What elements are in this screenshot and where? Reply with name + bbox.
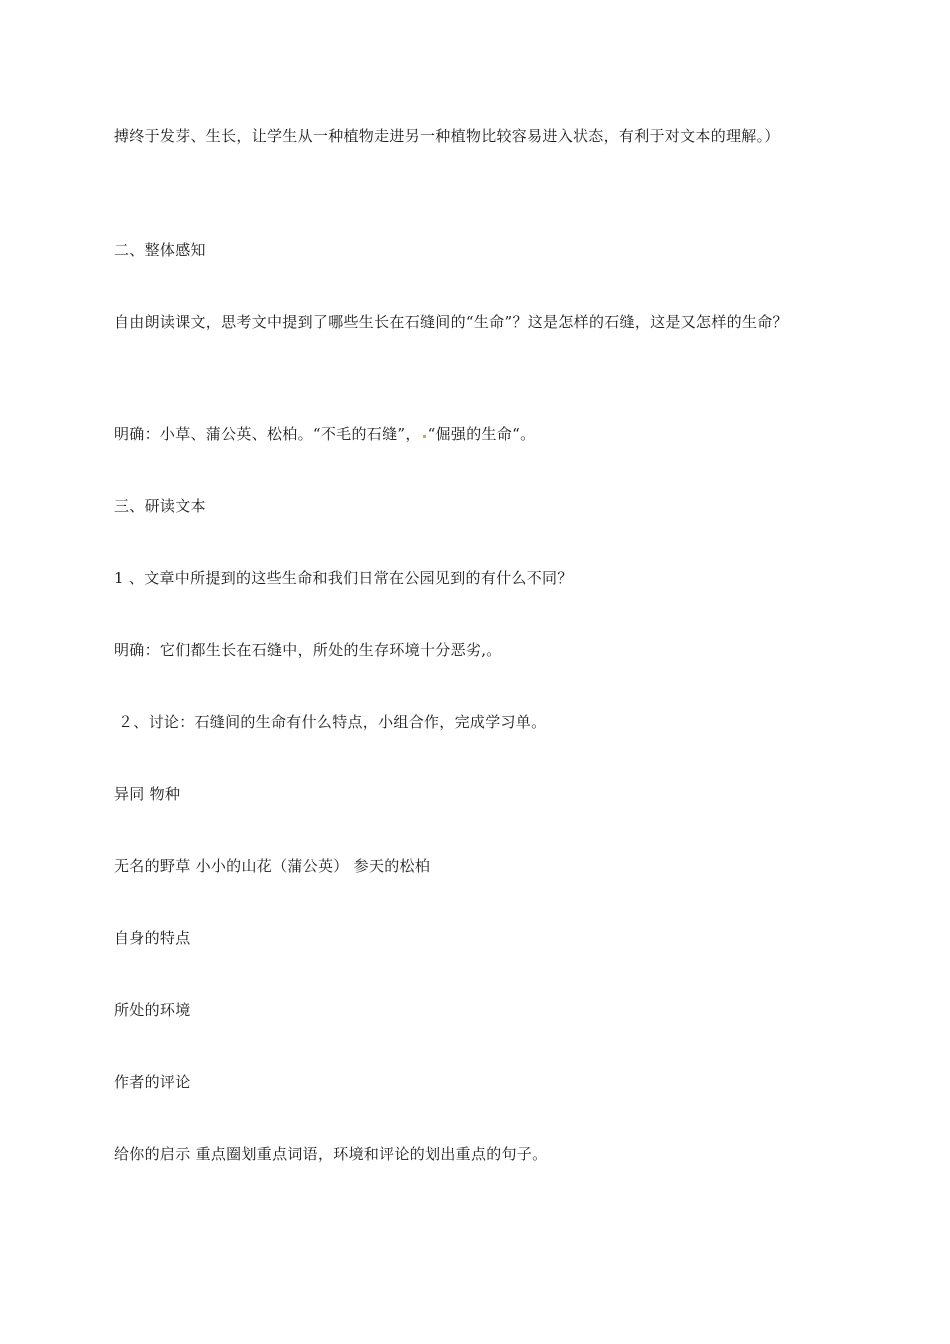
annotation-mark (423, 435, 426, 438)
heading-study-text: 三、研读文本 (114, 497, 206, 515)
worksheet-header-row: 异同 物种 (114, 785, 181, 803)
paragraph-free-reading: 自由朗读课文，思考文中提到了哪些生长在石缝间的“生命”？这是怎样的石缝，这是又怎样的生命？ (114, 313, 788, 331)
worksheet-species-row: 无名的野草 小小的山花（蒲公英） 参天的松柏 (114, 857, 431, 875)
worksheet-row-self-traits: 自身的特点 (114, 929, 191, 947)
heading-overall-perception: 二、整体感知 (114, 241, 206, 259)
worksheet-row-inspiration: 给你的启示 重点圈划重点词语，环境和评论的划出重点的句子。 (114, 1145, 548, 1163)
question-1: 1 、文章中所提到的这些生命和我们日常在公园见到的有什么不同？ (114, 569, 573, 587)
clarify-1-part-b: “倔强的生命“。 (427, 425, 536, 443)
worksheet-row-author-comment: 作者的评论 (114, 1073, 191, 1091)
clarify-1-part-a: 明确：小草、蒲公英、松柏。“不毛的石缝”， (114, 425, 421, 443)
paragraph-intro-continued: 搏终于发芽、生长，让学生从一种植物走进另一种植物比较容易进入状态，有利于对文本的理解。） (114, 127, 780, 145)
question-2: ２、讨论：石缝间的生命有什么特点，小组合作，完成学习单。 (118, 713, 547, 731)
paragraph-clarify-2: 明确：它们都生长在石缝中，所处的生存环境十分恶劣,。 (114, 641, 502, 659)
worksheet-row-environment: 所处的环境 (114, 1001, 191, 1019)
paragraph-clarify-1 (114, 412, 839, 456)
